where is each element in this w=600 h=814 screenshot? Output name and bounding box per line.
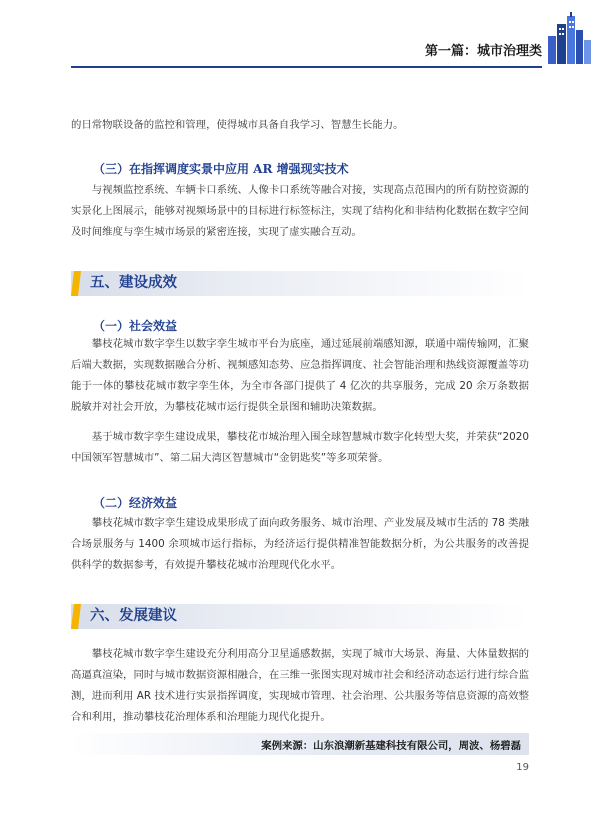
intro-tail-paragraph: 的日常物联设备的监控和管理，使得城市具备自我学习、智慧生长能力。 bbox=[71, 119, 404, 131]
economic-benefit-heading: （二）经济效益 bbox=[93, 496, 178, 510]
section-5-banner bbox=[71, 271, 529, 296]
city-skyline-icon bbox=[546, 12, 592, 64]
social-benefit-paragraph-2: 基于城市数字孪生建设成果，攀枝花市城治理入围全球智慧城市数字化转型大奖，并荣获“2020 中国领军智慧城市”、第二届大湾区智慧城市“金钥匙奖”等多项荣誉。 bbox=[71, 431, 529, 464]
page-number: 19 bbox=[516, 762, 529, 773]
social-benefit-paragraph-1: 攀枝花城市数字孪生以数字孪生城市平台为底座，通过延展前端感知源，联通中端传输网，汇聚后端大数据，实现数据融合分析、视频感知态势、应急指挥调度、社会智能治理和热线资源覆盖等功能于一体的攀枝花城市数字孪生体，为全市各部门提供了 4 亿次的共享服务，完成 20 余万条数据脱敏并对社会开放，为攀枝花城市运行提供全景图和辅助决策数据。 bbox=[71, 338, 529, 413]
section-accent-icon bbox=[71, 271, 81, 296]
header-title: 第一篇：城市治理类 bbox=[424, 44, 542, 59]
economic-benefit-paragraph: 攀枝花城市数字孪生建设成果形成了面向政务服务、城市治理、产业发展及城市生活的 78 类融合场景服务与 1400 余项城市运行指标，为经济运行提供精准智能数据分析，为公共服务的改善提供科学的数据参考，有效提升攀枝花城市治理现代化水平。 bbox=[71, 517, 529, 571]
section-6-title: 六、发展建议 bbox=[90, 608, 177, 624]
subsection-3-heading: （三）在指挥调度实景中应用 AR 增强现实技术 bbox=[93, 162, 349, 176]
source-banner bbox=[71, 733, 529, 755]
subsection-3-paragraph: 与视频监控系统、车辆卡口系统、人像卡口系统等融合对接，实现高点范围内的所有防控资源的实景化上图展示，能够对视频场景中的目标进行标签标注，实现了结构化和非结构化数据在数字空间及时间维度与孪生城市场景的紧密连接，实现了虚实融合互动。 bbox=[71, 184, 529, 238]
section-5-title: 五、建设成效 bbox=[90, 275, 177, 291]
section-accent-icon bbox=[71, 604, 81, 629]
case-source: 案例来源：山东浪潮新基建科技有限公司，周波、杨碧磊 bbox=[261, 740, 521, 752]
header-divider bbox=[71, 66, 542, 68]
section-6-banner bbox=[71, 604, 529, 629]
social-benefit-heading: （一）社会效益 bbox=[93, 319, 178, 333]
suggestion-paragraph: 攀枝花城市数字孪生建设充分利用高分卫星遥感数据，实现了城市大场景、海量、大体量数据的高逼真渲染，同时与城市数据资源相融合，在三维一张图实现对城市社会和经济动态运行进行综合监测，进而利用 AR 技术进行实景指挥调度，实现城市管理、社会治理、公共服务等信息资源的高效整合和利用，推动攀枝花治理体系和治理能力现代化提升。 bbox=[71, 648, 529, 723]
